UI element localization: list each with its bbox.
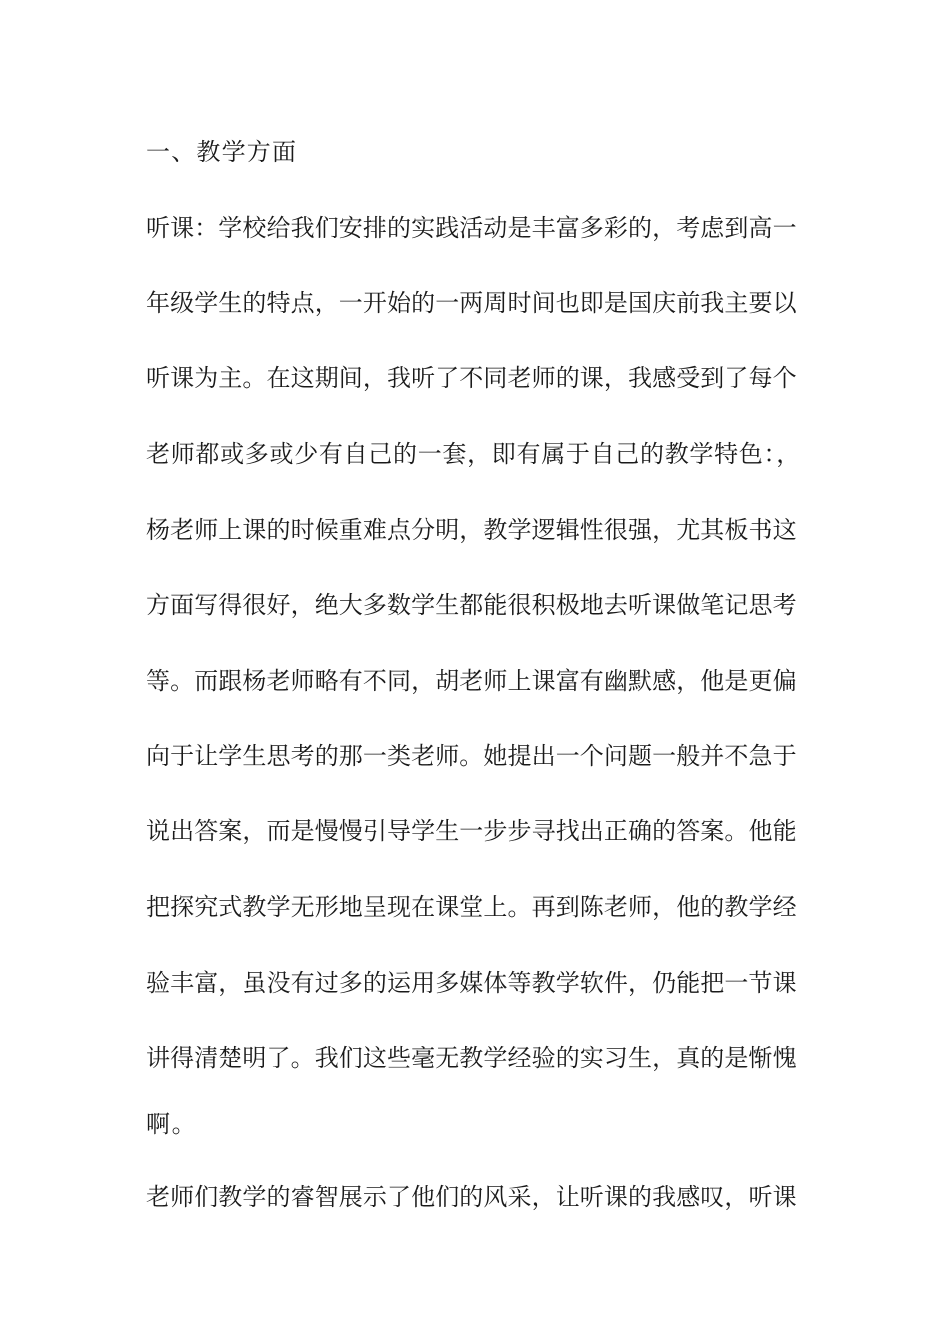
- paragraph-line: 等。而跟杨老师略有不同，胡老师上课富有幽默感，他是更偏: [146, 667, 797, 695]
- section-heading: 一、教学方面: [146, 138, 298, 166]
- paragraph-line: 老师们教学的睿智展示了他们的风采，让听课的我感叹，听课: [146, 1183, 797, 1211]
- paragraph-line: 老师都或多或少有自己的一套，即有属于自己的教学特色：，: [146, 440, 801, 468]
- paragraph-line: 说出答案，而是慢慢引导学生一步步寻找出正确的答案。他能: [146, 817, 797, 845]
- paragraph-line: 啊。: [146, 1110, 198, 1138]
- paragraph-line: 听课为主。在这期间，我听了不同老师的课，我感受到了每个: [146, 364, 797, 392]
- paragraph-line: 年级学生的特点，一开始的一两周时间也即是国庆前我主要以: [146, 289, 797, 317]
- paragraph-line: 方面写得很好，绝大多数学生都能很积极地去听课做笔记思考: [146, 591, 797, 619]
- paragraph-line: 验丰富，虽没有过多的运用多媒体等教学软件，仍能把一节课: [146, 969, 797, 997]
- paragraph-line: 听课：学校给我们安排的实践活动是丰富多彩的，考虑到高一: [146, 214, 797, 242]
- paragraph-line: 杨老师上课的时候重难点分明，教学逻辑性很强，尤其板书这: [146, 516, 797, 544]
- paragraph-line: 讲得清楚明了。我们这些毫无教学经验的实习生，真的是惭愧: [146, 1044, 797, 1072]
- paragraph-line: 把探究式教学无形地呈现在课堂上。再到陈老师，他的教学经: [146, 893, 797, 921]
- paragraph-line: 向于让学生思考的那一类老师。她提出一个问题一般并不急于: [146, 742, 797, 770]
